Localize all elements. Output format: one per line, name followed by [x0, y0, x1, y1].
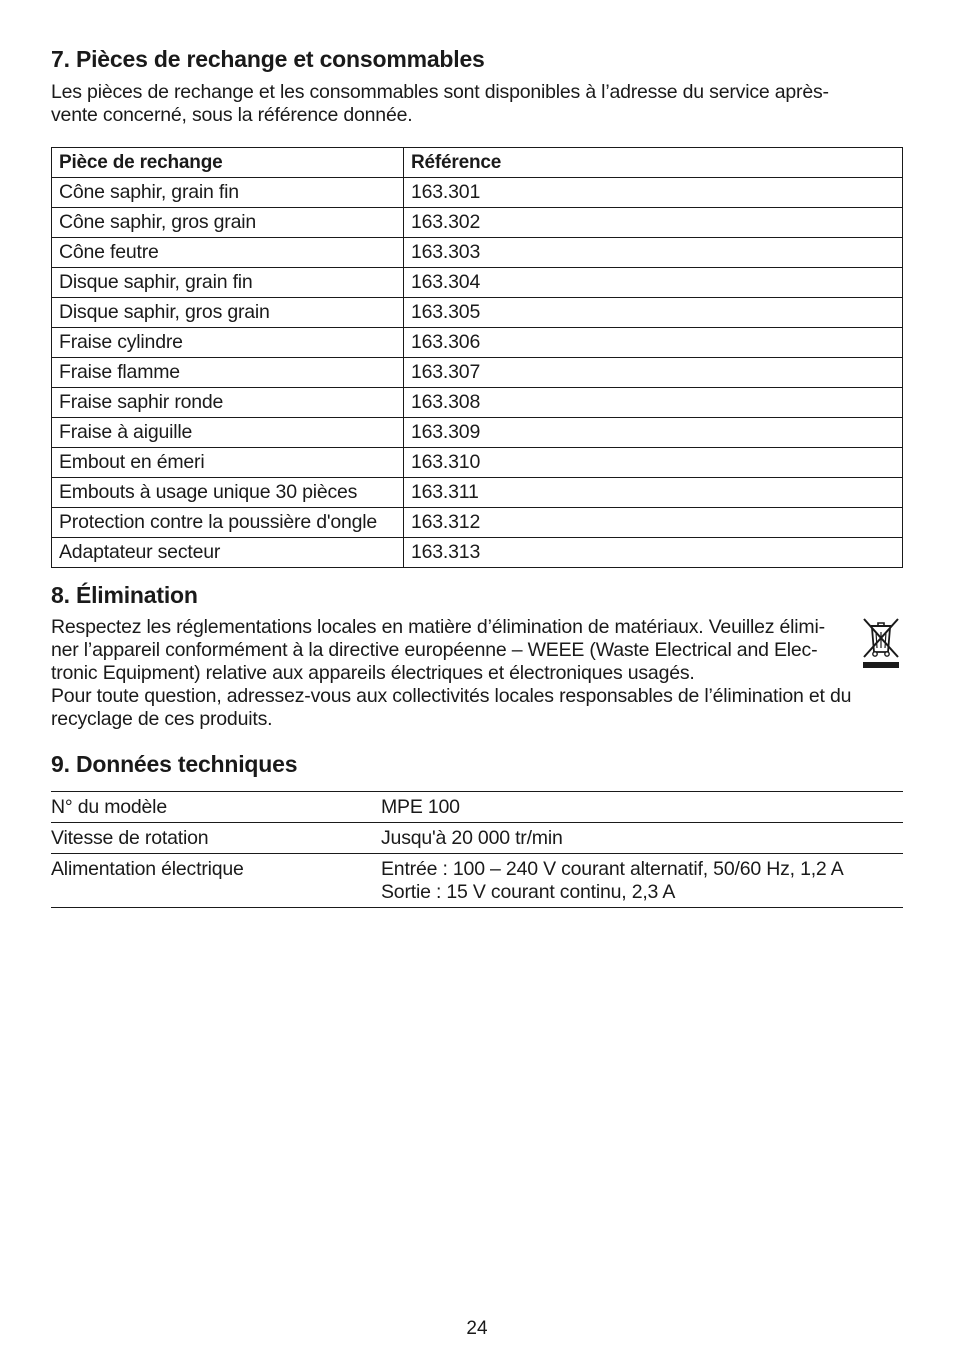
section-7-intro	[51, 81, 903, 127]
part-name: Cône saphir, grain fin	[52, 178, 404, 208]
table-row	[52, 508, 903, 538]
part-name: Disque saphir, gros grain	[52, 298, 404, 328]
part-reference: 163.306	[404, 328, 903, 358]
table-row	[52, 478, 903, 508]
spec-label: Alimentation électrique	[51, 854, 381, 908]
table-row	[52, 208, 903, 238]
crossed-out-wheelie-bin-icon	[859, 616, 903, 670]
table-row	[52, 388, 903, 418]
spec-label: N° du modèle	[51, 792, 381, 823]
part-reference: 163.305	[404, 298, 903, 328]
disposal-line: Pour toute question, adressez-vous aux collectivités locales responsables de l’élimination et du	[51, 685, 852, 707]
spec-value	[381, 854, 903, 908]
intro-line: vente concerné, sous la référence donnée.	[51, 104, 413, 126]
disposal-line: recyclage de ces produits.	[51, 708, 273, 730]
section-8-title: 8. Élimination	[51, 582, 198, 608]
page-content	[51, 44, 903, 908]
section-disposal	[51, 580, 903, 731]
spec-value-line: Sortie : 15 V courant continu, 2,3 A	[381, 881, 676, 903]
part-reference: 163.304	[404, 268, 903, 298]
part-name: Fraise cylindre	[52, 328, 404, 358]
section-9-title: 9. Données techniques	[51, 751, 298, 777]
part-reference: 163.312	[404, 508, 903, 538]
table-row	[52, 358, 903, 388]
part-reference: 163.307	[404, 358, 903, 388]
spec-value	[381, 792, 903, 823]
table-row	[52, 538, 903, 568]
table-row	[52, 238, 903, 268]
part-name: Fraise à aiguille	[52, 418, 404, 448]
part-reference: 163.313	[404, 538, 903, 568]
table-header-row	[52, 148, 903, 178]
table-row	[51, 854, 903, 908]
column-header-part: Pièce de rechange	[52, 148, 404, 178]
table-row	[51, 823, 903, 854]
part-reference: 163.310	[404, 448, 903, 478]
spec-value-line: MPE 100	[381, 796, 460, 818]
column-header-reference: Référence	[404, 148, 903, 178]
part-name: Cône saphir, gros grain	[52, 208, 404, 238]
table-row	[52, 178, 903, 208]
section-spare-parts	[51, 44, 903, 568]
part-reference: 163.303	[404, 238, 903, 268]
part-name: Embouts à usage unique 30 pièces	[52, 478, 404, 508]
spec-label: Vitesse de rotation	[51, 823, 381, 854]
spec-value	[381, 823, 903, 854]
part-reference: 163.311	[404, 478, 903, 508]
part-name: Embout en émeri	[52, 448, 404, 478]
table-row	[52, 328, 903, 358]
table-row	[51, 792, 903, 823]
disposal-text	[51, 616, 903, 731]
part-reference: 163.302	[404, 208, 903, 238]
part-reference: 163.301	[404, 178, 903, 208]
intro-line: Les pièces de rechange et les consommables sont disponibles à l’adresse du service après-	[51, 81, 829, 103]
part-name: Cône feutre	[52, 238, 404, 268]
technical-data-table	[51, 791, 903, 908]
section-technical-data	[51, 749, 903, 908]
part-reference: 163.309	[404, 418, 903, 448]
part-name: Fraise saphir ronde	[52, 388, 404, 418]
table-row	[52, 448, 903, 478]
part-name: Adaptateur secteur	[52, 538, 404, 568]
part-name: Fraise flamme	[52, 358, 404, 388]
part-name: Protection contre la poussière d'ongle	[52, 508, 404, 538]
disposal-line: tronic Equipment) relative aux appareils électriques et électroniques usagés.	[51, 662, 695, 684]
table-row	[52, 268, 903, 298]
part-reference: 163.308	[404, 388, 903, 418]
disposal-line: Respectez les réglementations locales en matière d’élimination de matériaux. Veuillez élimi-	[51, 616, 825, 638]
page-number: 24	[466, 1318, 488, 1339]
spare-parts-table	[51, 147, 903, 568]
spec-value-line: Jusqu'à 20 000 tr/min	[381, 827, 563, 849]
part-name: Disque saphir, grain fin	[52, 268, 404, 298]
table-row	[52, 418, 903, 448]
disposal-line: ner l’appareil conformément à la directive européenne – WEEE (Waste Electrical and Elec-	[51, 639, 818, 661]
table-row	[52, 298, 903, 328]
section-7-title: 7. Pièces de rechange et consommables	[51, 46, 485, 72]
spec-value-line: Entrée : 100 – 240 V courant alternatif, 50/60 Hz, 1,2 A	[381, 858, 844, 880]
